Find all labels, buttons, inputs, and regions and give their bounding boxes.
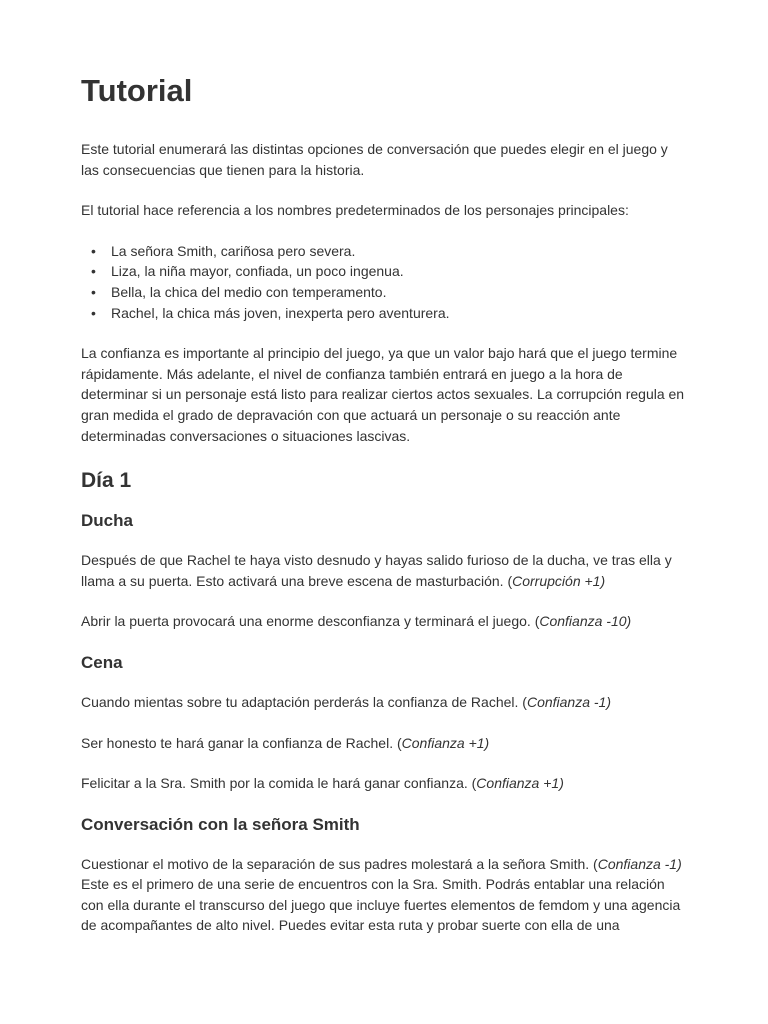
bullet-icon: • [91,304,96,321]
document-content [81,72,685,936]
trust-paragraph: La confianza es importante al principio del juego, ya que un valor bajo hará que el juego termine rápidamente. Más adelante, el nivel de confianza también entrará en juego a la hora de determinar si un personaje está listo para realizar ciertos actos sexuales. La corrupción regula en gran medida el grado de depravación con que actuará un personaje o su reacción ante determinadas conversaciones o situaciones lascivas. [81,345,685,444]
effect-label: Confianza -1) [597,855,682,872]
subsection-heading-conversacion: Conversación con la señora Smith [81,814,360,834]
list-item: • Rachel, la chica más joven, inexperta pero aventurera. [81,303,685,324]
effect-label: Corrupción +1) [512,572,606,589]
cena-paragraph-1: Cuando mientas sobre tu adaptación perderás la confianza de Rachel. (Confianza -1) [81,693,611,710]
conversacion-paragraph-2: Este es el primero de una serie de encuentros con la Sra. Smith. Podrás entablar una relación con ella durante el transcurso del juego que incluye fuertes elementos de femdom y una agencia de acompañantes de alto nivel. Puedes evitar esta ruta y probar suerte con ella de una [81,876,681,934]
bullet-icon: • [91,242,96,259]
list-item: • La señora Smith, cariñosa pero severa. [81,241,685,262]
subsection-heading-cena: Cena [81,652,123,672]
effect-label: Confianza -1) [526,693,611,710]
ducha-paragraph-2: Abrir la puerta provocará una enorme desconfianza y terminará el juego. (Confianza -10) [81,613,632,630]
bullet-icon: • [91,263,96,280]
page-title: Tutorial [81,73,193,108]
section-heading-day1: Día 1 [81,469,132,493]
effect-label: Confianza +1) [401,734,490,751]
list-item: • Bella, la chica del medio con temperamento. [81,282,685,303]
list-item: • Liza, la niña mayor, confiada, un poco ingenua. [81,261,685,282]
ducha-paragraph-1: Después de que Rachel te haya visto desnudo y hayas salido furioso de la ducha, ve tras ella y llama a su puerta. Esto activará una breve escena de masturbación. (Corrupción +1) [81,552,672,589]
effect-label: Confianza -10) [539,613,632,630]
cena-paragraph-3: Felicitar a la Sra. Smith por la comida le hará ganar confianza. (Confianza +1) [81,775,564,792]
conversacion-paragraph-1: Cuestionar el motivo de la separación de sus padres molestará a la señora Smith. (Confianza -1) [81,855,682,872]
effect-label: Confianza +1) [476,775,564,792]
bullet-icon: • [91,283,96,300]
subsection-heading-ducha: Ducha [81,511,133,531]
intro-paragraph-1: Este tutorial enumerará las distintas opciones de conversación que puedes elegir en el juego y las consecuencias que tienen para la historia. [81,141,668,178]
cena-paragraph-2: Ser honesto te hará ganar la confianza de Rachel. (Confianza +1) [81,734,490,751]
intro-paragraph-2: El tutorial hace referencia a los nombres predeterminados de los personajes principales: [81,202,629,219]
character-list [81,241,685,323]
